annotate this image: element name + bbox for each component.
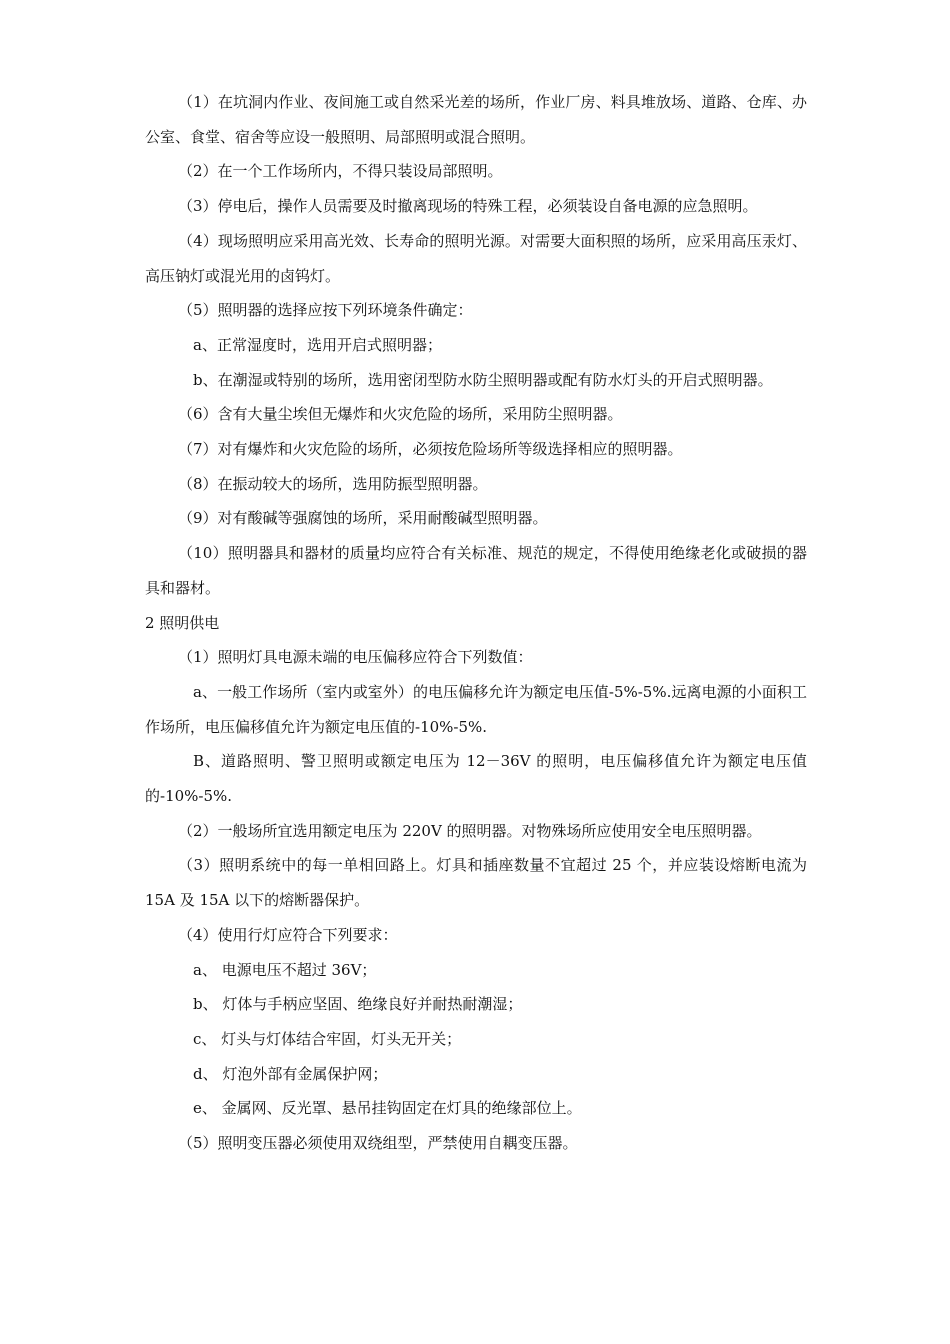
list-item-5a: a、正常湿度时，选用开启式照明器； — [193, 335, 442, 354]
list-item-s2-1a: a、一般工作场所（室内或室外）的电压偏移允许为额定电压值-5%-5%.远离电源的小面积工作场所，电压偏移值允许为额定电压值的-10%-5%. — [145, 682, 807, 736]
paragraph-5: （5）照明器的选择应按下列环境条件确定： — [178, 301, 473, 320]
list-item-5b: b、在潮湿或特别的场所，选用密闭型防水防尘照明器或配有防水灯头的开启式照明器。 — [193, 370, 773, 389]
paragraph-s2-2: （2）一般场所宜选用额定电压为 220V 的照明器。对物殊场所应使用安全电压照明器。 — [178, 821, 762, 840]
list-item-s2-4b: b、 灯体与手柄应坚固、绝缘良好并耐热耐潮湿； — [193, 995, 523, 1014]
paragraph-6: （6）含有大量尘埃但无爆炸和火灾危险的场所，采用防尘照明器。 — [178, 405, 623, 424]
document-page — [145, 85, 807, 1161]
list-item-s2-1b: B、道路照明、警卫照明或额定电压为 12－36V 的照明，电压偏移值允许为额定电压值的-10%-5%. — [145, 752, 807, 806]
paragraph-8: （8）在振动较大的场所，选用防振型照明器。 — [178, 474, 488, 493]
paragraph-4: （4）现场照明应采用高光效、长寿命的照明光源。对需要大面积照的场所，应采用高压汞灯、高压钠灯或混光用的卤钨灯。 — [145, 231, 807, 285]
list-item-s2-4e: e、 金属网、反光罩、悬吊挂钩固定在灯具的绝缘部位上。 — [193, 1099, 582, 1118]
paragraph-2: （2）在一个工作场所内，不得只装设局部照明。 — [178, 162, 503, 181]
paragraph-s2-1: （1）照明灯具电源未端的电压偏移应符合下列数值： — [178, 648, 533, 667]
section-heading: 2 照明供电 — [145, 613, 220, 632]
paragraph-1: （1）在坑洞内作业、夜间施工或自然采光差的场所，作业厂房、料具堆放场、道路、仓库、办公室、食堂、宿舍等应设一般照明、局部照明或混合照明。 — [145, 93, 807, 146]
paragraph-9: （9）对有酸碱等强腐蚀的场所，采用耐酸碱型照明器。 — [178, 509, 548, 528]
paragraph-7: （7）对有爆炸和火灾危险的场所，必须按危险场所等级选择相应的照明器。 — [178, 440, 683, 459]
list-item-s2-4d: d、 灯泡外部有金属保护网； — [193, 1064, 388, 1083]
list-item-s2-4c: c、 灯头与灯体结合牢固，灯头无开关； — [193, 1029, 462, 1048]
paragraph-s2-3: （3）照明系统中的每一单相回路上。灯具和插座数量不宜超过 25 个，并应装设熔断电流为 15A 及 15A 以下的熔断器保护。 — [145, 856, 807, 910]
paragraph-10: （10）照明器具和器材的质量均应符合有关标准、规范的规定，不得使用绝缘老化或破损的器具和器材。 — [145, 544, 807, 597]
list-item-s2-4a: a、 电源电压不超过 36V； — [193, 960, 377, 979]
paragraph-3: （3）停电后，操作人员需要及时撤离现场的特殊工程，必须装设自备电源的应急照明。 — [178, 197, 758, 216]
paragraph-s2-5: （5）照明变压器必须使用双绕组型，严禁使用自耦变压器。 — [178, 1134, 578, 1153]
paragraph-s2-4: （4）使用行灯应符合下列要求： — [178, 925, 398, 944]
